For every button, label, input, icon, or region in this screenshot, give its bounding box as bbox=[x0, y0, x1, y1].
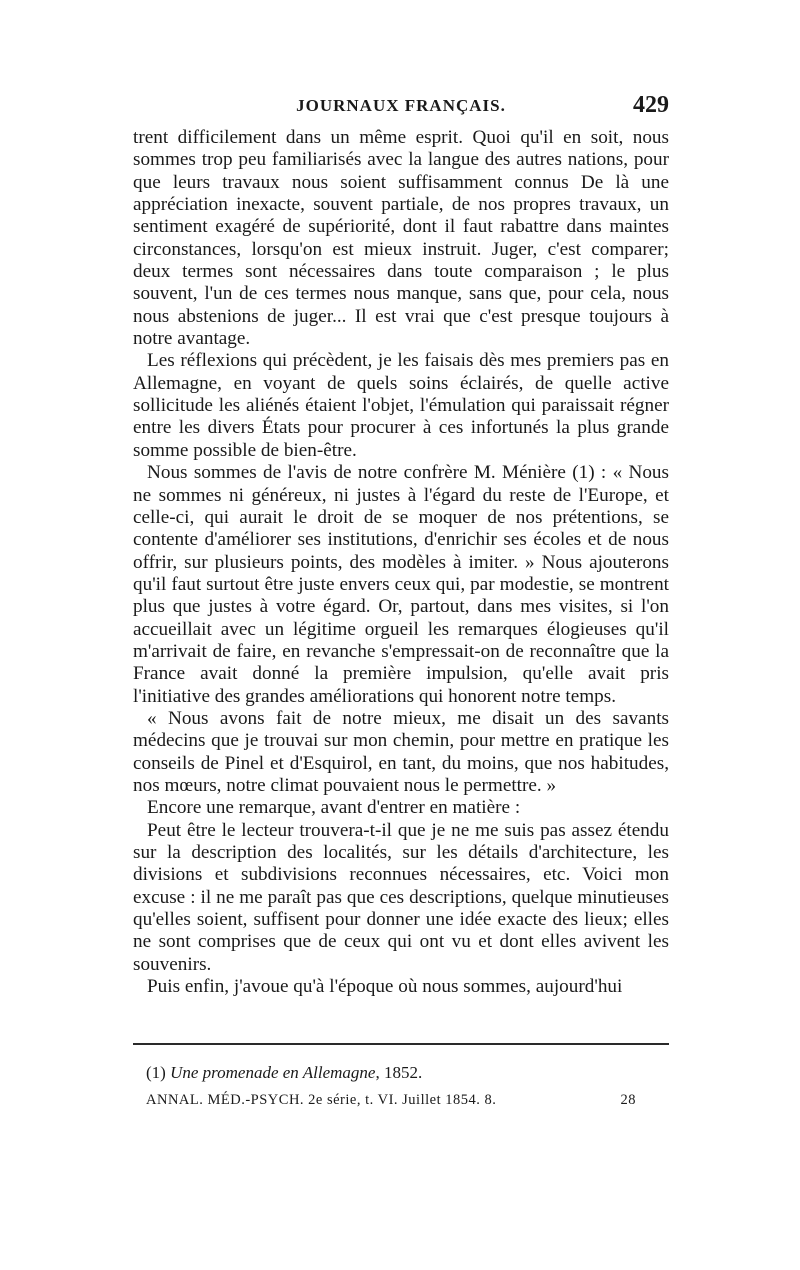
footnote-rule bbox=[133, 1043, 669, 1045]
paragraph: Les réflexions qui précèdent, je les faisais dès mes premiers pas en Allemagne, en voyant de quels soins éclairés, de quelle active sollicitude les aliénés étaient l'objet, l'émulation qui paraissait régner entre les divers États pour procurer à ces infortunés la plus grande somme possible de bien-être. bbox=[133, 350, 669, 461]
footnote-title: Une promenade en Allemagne bbox=[170, 1063, 376, 1082]
paragraph: trent difficilement dans un même esprit. Quoi qu'il en soit, nous sommes trop peu familiarisés avec la langue des autres nations, pour que leurs travaux nous soient suffisamment connus De là une appréciation inexacte, souvent partiale, de nos propres travaux, un sentiment exagéré de supériorité, dont il faut rabattre dans maintes circonstances, lorsqu'on est mieux instruit. Juger, c'est comparer; deux termes sont nécessaires dans toute comparaison ; le plus souvent, l'un de ces termes nous manque, sans que, pour cela, nous nous abstenions de juger... Il est vrai que c'est presque toujours à notre avantage. bbox=[133, 127, 669, 350]
body-text bbox=[133, 127, 669, 998]
signature-text: ANNAL. MÉD.-PSYCH. 2e série, t. VI. Juillet 1854. 8. bbox=[146, 1092, 497, 1108]
page-number: 429 bbox=[633, 92, 669, 118]
paragraph: Peut être le lecteur trouvera-t-il que je ne me suis pas assez étendu sur la description des localités, sur les détails d'architecture, les divisions et subdivisions reconnues nécessaires, etc. Voici mon excuse : il ne me paraît pas que ces descriptions, quelque minutieuses qu'elles soient, suffisent pour donner une idée exacte des lieux; elles ne sont comprises que de ceux qui ont vu et dont elles avivent les souvenirs. bbox=[133, 819, 669, 975]
page-header bbox=[133, 92, 669, 122]
footnote-year: , 1852. bbox=[375, 1063, 423, 1082]
paragraph: Nous sommes de l'avis de notre confrère M. Ménière (1) : « Nous ne sommes ni généreux, ni justes à l'égard du reste de l'Europe, et celle-ci, qui aurait le droit de se moquer de nos prétentions, se contente d'améliorer ses institutions, d'enrichir ses écoles et de nous offrir, sur plusieurs points, des modèles à imiter. » Nous ajouterons qu'il faut surtout être juste envers ceux qui, par modestie, se montrent plus que justes à votre égard. Or, partout, dans mes visites, si l'on accueillait avec un légitime orgueil les remarques élogieuses qu'il m'arrivait de faire, en revanche s'empressait-on de reconnaître que la France avait donné la première impulsion, qu'elle avait pris l'initiative des grandes améliorations qui honorent notre temps. bbox=[133, 462, 669, 707]
signature-line bbox=[146, 1092, 636, 1109]
footnote-marker: (1) bbox=[146, 1063, 166, 1082]
footnote bbox=[146, 1063, 422, 1083]
running-head: JOURNAUX FRANÇAIS. bbox=[296, 96, 506, 115]
signature-mark: 28 bbox=[620, 1092, 636, 1108]
paragraph: Puis enfin, j'avoue qu'à l'époque où nous sommes, aujourd'hui bbox=[147, 976, 623, 998]
paragraph: « Nous avons fait de notre mieux, me disait un des savants médecins que je trouvai sur mon chemin, pour mettre en pratique les conseils de Pinel et d'Esquirol, en tant, du moins, que nos habitudes, nos mœurs, notre climat pouvaient nous le permettre. » bbox=[133, 707, 669, 796]
paragraph: Encore une remarque, avant d'entrer en matière : bbox=[147, 797, 521, 819]
